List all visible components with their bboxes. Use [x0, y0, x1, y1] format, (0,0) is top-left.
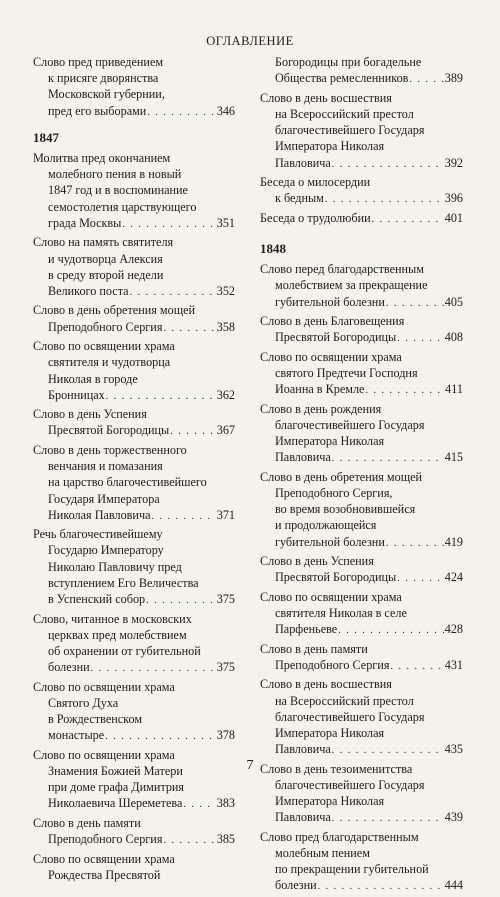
toc-entry-line: [33, 659, 235, 677]
toc-entry-line: [260, 809, 463, 827]
toc-entry[interactable]: [33, 150, 235, 233]
toc-entry-text: Слово перед благодарственным: [260, 262, 424, 277]
toc-entry-text: Рождества Пресвятой: [48, 867, 161, 882]
dot-leader: [163, 321, 215, 337]
toc-entry-line: [33, 215, 235, 233]
toc-page-number: 367: [216, 423, 235, 438]
toc-entry[interactable]: [260, 349, 463, 400]
toc-entry-text: Беседа о милосердии: [260, 175, 371, 190]
toc-page-number: 405: [444, 294, 463, 309]
dot-leader: [386, 536, 444, 552]
toc-entry-line: [260, 877, 463, 895]
toc-entry-text: Слово по освящении храма: [260, 589, 402, 604]
toc-entry[interactable]: [33, 338, 235, 405]
toc-entry-text: Преподобного Сергия: [275, 657, 390, 672]
toc-entry-text: Бронницах: [48, 387, 105, 402]
toc-entry-line: [260, 534, 463, 552]
toc-entry-text: Слово в день восшествия: [260, 90, 392, 105]
toc-entry-text: Слово, читанное в московских: [33, 611, 192, 626]
toc-entry-text: на царство благочестивейшего: [48, 475, 207, 490]
toc-page-number: 401: [444, 210, 463, 225]
toc-entry-text: Николая Павловича: [48, 507, 151, 522]
toc-page-number: 435: [444, 742, 463, 757]
dot-leader: [332, 157, 444, 173]
dot-leader: [163, 833, 215, 849]
toc-entry-text: Слово на память святителя: [33, 235, 174, 250]
toc-entry[interactable]: [260, 469, 463, 552]
toc-page-number: 431: [444, 657, 463, 672]
dot-leader: [338, 623, 444, 639]
toc-entry-text: Слово в день рождения: [260, 401, 382, 416]
dot-leader: [318, 879, 444, 895]
toc-entry-text: Павловича: [275, 742, 331, 757]
toc-entry-text: монастыре: [48, 728, 105, 743]
toc-page-number: 351: [216, 215, 235, 230]
toc-entry[interactable]: [260, 641, 463, 675]
toc-entry-text: Богородицы при богадельне: [275, 55, 422, 69]
toc-entry-text: пред его выборами: [48, 103, 147, 118]
toc-entry-text: церквах пред молебствием: [48, 627, 187, 642]
toc-entry-text: на Всероссийский престол: [275, 693, 414, 708]
toc-entry[interactable]: [33, 442, 235, 525]
toc-entry-line: [260, 190, 463, 208]
toc-entry-text: губительной болезни: [275, 534, 385, 549]
toc-entry[interactable]: [260, 401, 463, 468]
toc-entry-text: и продолжающейся: [275, 518, 377, 533]
toc-entry[interactable]: [33, 611, 235, 678]
toc-entry-line: [33, 795, 235, 813]
toc-entry-text: Слово в день обретения мощей: [33, 303, 196, 318]
toc-entry[interactable]: [260, 261, 463, 312]
toc-entry[interactable]: [260, 90, 463, 173]
toc-page-number: 411: [445, 382, 463, 397]
toc-entry-text: Преподобного Сергия,: [275, 485, 393, 500]
toc-entry-text: 1847 год и в воспоминание: [48, 183, 188, 198]
toc-entry-text: Пресвятой Богородицы: [48, 423, 170, 438]
toc-entry-text: Павловича: [275, 450, 331, 465]
page-number: 7: [246, 758, 254, 773]
toc-entry-line: [33, 831, 235, 849]
toc-entry[interactable]: [260, 589, 463, 640]
toc-entry-text: молебного пения в новый: [48, 167, 182, 182]
toc-page-number: 419: [444, 534, 463, 549]
toc-entry-line: [260, 449, 463, 467]
toc-entry-text: Слово по освящении храма: [33, 747, 175, 762]
dot-leader: [130, 285, 216, 301]
toc-entry-text: в Рождественском: [48, 712, 143, 727]
toc-entry-text: в среду второй недели: [48, 267, 164, 282]
toc-page-number: 352: [216, 283, 235, 298]
toc-entry-text: Николая в городе: [48, 371, 138, 386]
toc-entry-text: Павловича: [275, 155, 331, 170]
year-heading: 1848: [260, 240, 286, 256]
toc-entry-text: Николаю Павловичу пред: [48, 559, 182, 574]
dot-leader: [332, 451, 444, 467]
toc-page-number: 385: [216, 832, 235, 847]
toc-entry-text: Слово в день торжественного: [33, 442, 187, 457]
toc-entry-text: святого Предтечи Господня: [275, 365, 418, 380]
toc-entry[interactable]: [33, 851, 235, 883]
toc-entry-text: благочестивейшего Государя: [275, 417, 425, 432]
toc-entry[interactable]: [33, 679, 235, 746]
dot-leader: [332, 743, 444, 759]
toc-entry-text: Николаевича Шереметева: [48, 796, 183, 811]
toc-entry[interactable]: [33, 406, 235, 440]
toc-entry-line: [260, 569, 463, 587]
toc-entry[interactable]: [260, 313, 463, 347]
toc-entry-text: благочестивейшего Государя: [275, 123, 425, 138]
dot-leader: [106, 389, 216, 405]
toc-entry-text: по прекращении губительной: [275, 862, 429, 877]
toc-entry-text: вступлением Его Величества: [48, 575, 199, 590]
toc-entry-text: Слово в день памяти: [260, 641, 368, 656]
toc-page-number: 358: [216, 319, 235, 334]
toc-entry-text: во время возобновившейся: [275, 502, 416, 517]
toc-page-number: 392: [444, 155, 463, 170]
toc-entry-text: Знамения Божией Матери: [48, 764, 183, 778]
toc-entry-text: Слово по освящении храма: [260, 349, 402, 364]
toc-page-number: 439: [444, 810, 463, 825]
toc-entry-text: Святого Духа: [48, 695, 119, 710]
dot-leader: [325, 192, 444, 208]
toc-entry-text: благочестивейшего Государя: [275, 709, 425, 724]
toc-entry-line: [260, 70, 463, 88]
toc-entry-text: болезни: [48, 660, 90, 675]
toc-entry-text: Государя Императора: [48, 491, 160, 506]
toc-page-number: 408: [444, 330, 463, 345]
toc-entry-text: благочестивейшего Государя: [275, 777, 425, 792]
toc-entry-text: Слово в день Успения: [33, 407, 147, 422]
toc-entry[interactable]: [33, 302, 235, 336]
dot-leader: [365, 383, 444, 399]
toc-page-number: 371: [216, 507, 235, 522]
toc-entry-line: [260, 329, 463, 347]
toc-page-number: 415: [444, 450, 463, 465]
toc-entry-text: Иоанна в Кремле: [275, 382, 365, 397]
toc-entry[interactable]: [260, 210, 463, 228]
dot-leader: [147, 105, 215, 121]
dot-leader: [146, 593, 216, 609]
toc-entry-line: [33, 103, 235, 121]
toc-page-number: 396: [444, 191, 463, 206]
toc-entry-line: [33, 591, 235, 609]
toc-entry-text: Великого поста: [48, 283, 129, 298]
toc-entry-text: града Москвы: [48, 215, 122, 230]
toc-entry-text: Парфеньеве: [275, 622, 338, 637]
toc-entry-text: Беседа о трудолюбии: [260, 210, 371, 225]
toc-entry-line: [33, 507, 235, 525]
toc-entry-text: губительной болезни: [275, 294, 385, 309]
dot-leader: [409, 72, 443, 88]
toc-entry-line: [260, 210, 463, 228]
toc-page-number: 362: [216, 387, 235, 402]
toc-entry-text: и чудотворца Алексия: [48, 251, 163, 266]
dot-leader: [390, 659, 443, 675]
toc-entry-text: Слово по освящении храма: [33, 851, 175, 866]
page-title: ОГЛАВЛЕНИЕ: [206, 34, 294, 48]
dot-leader: [397, 571, 444, 587]
toc-entry-line: [260, 294, 463, 312]
year-heading: 1847: [33, 129, 59, 145]
toc-page-number: 346: [216, 103, 235, 118]
toc-entry-line: [33, 319, 235, 337]
dot-leader: [91, 661, 216, 677]
toc-entry-text: Императора Николая: [275, 139, 385, 154]
toc-entry-text: венчания и помазания: [48, 459, 163, 474]
toc-entry-text: при доме графа Димитрия: [48, 780, 185, 795]
toc-entry-text: святителя Николая в селе: [275, 605, 407, 620]
toc-entry-text: Павловича: [275, 810, 331, 825]
toc-entry-line: [260, 741, 463, 759]
toc-entry-line: [33, 727, 235, 745]
toc-entry-text: Пресвятой Богородицы: [275, 570, 397, 585]
dot-leader: [122, 217, 215, 233]
toc-entry-text: Слово в день восшествия: [260, 677, 392, 692]
dot-leader: [105, 729, 216, 745]
toc-entry-line: [33, 283, 235, 301]
dot-leader: [183, 797, 215, 813]
toc-entry-text: Слово в день тезоименитства: [260, 761, 413, 776]
toc-page-number: 389: [444, 71, 463, 86]
toc-entry-text: болезни: [275, 878, 317, 893]
toc-page-number: 444: [444, 878, 463, 893]
toc-entry-text: Московской губернии,: [48, 87, 165, 102]
toc-entry-text: Слово в день Успения: [260, 554, 374, 569]
toc-entry-text: об охранении от губительной: [48, 643, 201, 658]
toc-entry-text: Императора Николая: [275, 725, 385, 740]
dot-leader: [152, 509, 216, 525]
toc-entry-text: Слово пред приведением: [33, 55, 164, 69]
toc-entry-text: Слово в день обретения мощей: [260, 469, 423, 484]
toc-entry-text: к присяге дворянства: [48, 71, 159, 86]
toc-entry-text: Молитва пред окончанием: [33, 151, 171, 166]
toc-entry-text: Пресвятой Богородицы: [275, 330, 397, 345]
toc-entry[interactable]: [260, 553, 463, 587]
dot-leader: [372, 212, 444, 228]
toc-entry[interactable]: [33, 234, 235, 301]
toc-entry-text: на Всероссийский престол: [275, 106, 414, 121]
toc-entry-line: [260, 381, 463, 399]
toc-page-number: 375: [216, 660, 235, 675]
toc-entry[interactable]: [33, 54, 235, 121]
toc-entry-text: Государю Императору: [48, 543, 164, 558]
toc-entry-text: святителя и чудотворца: [48, 355, 171, 370]
toc-entry-text: Слово в день Благовещения: [260, 314, 405, 329]
toc-entry-text: молебствием за прекращение: [275, 278, 428, 293]
toc-entry[interactable]: [33, 815, 235, 849]
toc-entry[interactable]: [260, 174, 463, 208]
toc-entry-text: Слово пред благодарственным: [260, 829, 419, 844]
toc-page-number: 383: [216, 796, 235, 811]
toc-entry-text: Императора Николая: [275, 434, 385, 449]
toc-entry-text: Речь благочестивейшему: [33, 527, 163, 542]
toc-entry-text: Преподобного Сергия: [48, 832, 163, 847]
toc-page-number: 375: [216, 592, 235, 607]
toc-page-number: 428: [444, 622, 463, 637]
toc-entry-line: [260, 155, 463, 173]
toc-entry-line: [33, 387, 235, 405]
toc-entry[interactable]: [260, 54, 463, 88]
toc-entry-text: молебным пением: [275, 846, 370, 860]
toc-entry-text: к бедным: [275, 191, 324, 206]
toc-page-number: 424: [444, 570, 463, 585]
toc-entry-text: семостолетия царствующего: [48, 199, 197, 214]
toc-entry-text: Императора Николая: [275, 794, 385, 809]
toc-entry-line: [260, 657, 463, 675]
dot-leader: [386, 296, 444, 312]
toc-entry-text: Слово по освящении храма: [33, 679, 175, 694]
toc-entry-text: Слово в день памяти: [33, 815, 141, 830]
dot-leader: [170, 424, 216, 440]
toc-entry-text: Общества ремесленников: [275, 71, 409, 86]
toc-page-number: 378: [216, 728, 235, 743]
dot-leader: [332, 811, 444, 827]
toc-entry-text: Преподобного Сергия: [48, 319, 163, 334]
toc-entry-line: [260, 621, 463, 639]
toc-entry[interactable]: [33, 747, 235, 814]
toc-entry-text: в Успенский собор: [48, 592, 146, 607]
toc-entry[interactable]: [260, 676, 463, 759]
toc-entry[interactable]: [260, 829, 463, 896]
toc-entry-line: [33, 422, 235, 440]
dot-leader: [397, 331, 444, 347]
toc-entry-text: Слово по освящении храма: [33, 339, 175, 354]
toc-entry[interactable]: [33, 526, 235, 609]
